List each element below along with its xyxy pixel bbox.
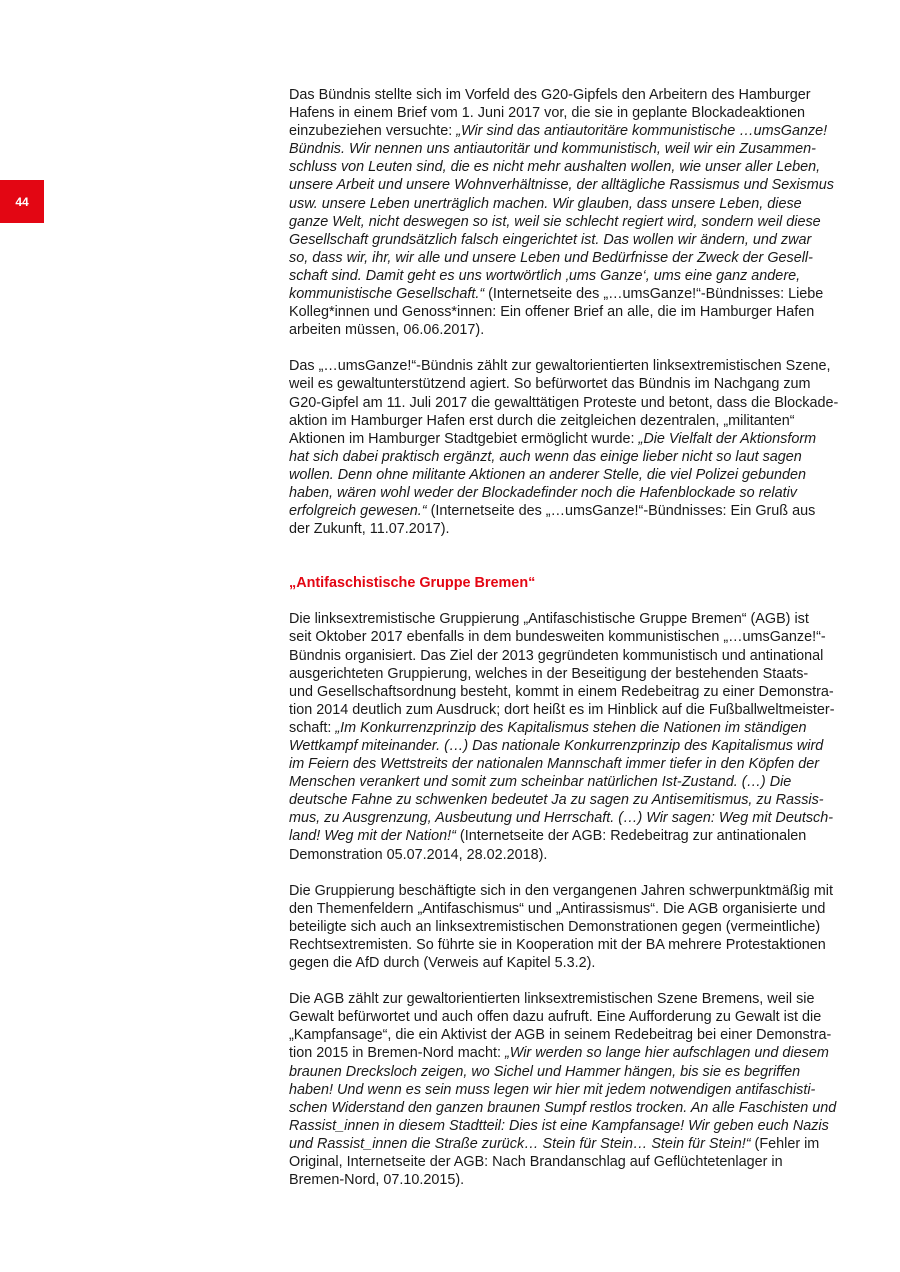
section-heading — [289, 574, 837, 592]
text-segment: (Fehler im — [750, 1135, 820, 1152]
page-number-badge — [0, 180, 44, 223]
quote-segment: und Rassist_innen die Straße zurück… Stein für Stein… Stein für Stein!“ — [289, 1135, 751, 1152]
text-line — [289, 846, 837, 864]
quote-segment: deutsche Fahne zu schwenken bedeutet Ja zu sagen zu Antisemitismus, zu Rassis- — [289, 792, 824, 809]
text-line — [289, 176, 837, 194]
quote-segment: „Die Vielfalt der Aktionsform — [638, 430, 817, 447]
text-segment: einzubeziehen versuchte: — [289, 123, 457, 140]
text-line — [289, 719, 837, 737]
quote-segment: haben! Und wenn es sein muss legen wir hier mit jedem notwendigen antifaschisti- — [289, 1081, 816, 1098]
text-line — [289, 1153, 837, 1171]
text-line — [289, 628, 837, 646]
text-line — [289, 394, 837, 412]
quote-segment: kommunistische Gesellschaft.“ — [289, 286, 485, 303]
quote-segment: „Wir sind das antiautoritäre kommunistische …umsGanze! — [456, 123, 828, 140]
text-segment: (Internetseite des „…umsGanze!“-Bündnisses: Liebe — [484, 286, 824, 303]
text-line — [289, 683, 837, 701]
text-segment: Das „…umsGanze!“-Bündnis zählt zur gewaltorientierten linksextremistischen Szene, — [289, 358, 831, 375]
quote-segment: Wettkampf miteinander. (…) Das nationale Konkurrenzprinzip des Kapitalismus wird — [289, 738, 824, 754]
text-segment: und Gesellschaftsordnung besteht, kommt in einem Redebeitrag zu einer Demonstra- — [289, 683, 834, 700]
quote-segment: land! Weg mit der Nation!“ — [289, 828, 456, 845]
text-line — [289, 430, 837, 448]
text-segment: Bündnis organisiert. Das Ziel der 2013 gegründeten kommunistisch und antinational — [289, 647, 824, 664]
quote-segment: schluss von Leuten sind, die es nicht mehr aushalten wollen, wie unser aller Leben, — [289, 159, 821, 176]
text-segment: beteiligte sich auch an linksextremistischen Demonstrationen gegen (vermeintliche) — [289, 918, 821, 935]
text-segment: Rechtsextremisten. So führte sie in Kooperation mit der BA mehrere Protestaktionen — [289, 936, 826, 953]
text-segment: seit Oktober 2017 ebenfalls in dem bundesweiten kommunistischen „…umsGanze!“- — [289, 629, 826, 646]
paragraph — [289, 990, 837, 1189]
text-line — [289, 357, 837, 375]
text-line — [289, 900, 837, 918]
text-segment: (Internetseite des „…umsGanze!“-Bündnisses: Ein Gruß aus — [426, 503, 816, 520]
text-segment: „Kampfansage“, die ein Aktivist der AGB in seinem Redebeitrag bei einer Demonstra- — [289, 1027, 832, 1044]
text-segment: Die linksextremistische Gruppierung „Antifaschistische Gruppe Bremen“ (AGB) ist — [289, 611, 809, 628]
text-segment: Die Gruppierung beschäftigte sich in den vergangenen Jahren schwerpunktmäßig mit — [289, 882, 833, 899]
text-line — [289, 773, 837, 791]
text-line — [289, 249, 837, 267]
text-line — [289, 882, 837, 900]
text-line — [289, 701, 837, 719]
text-segment: „Antifaschistische Gruppe Bremen“ — [289, 575, 536, 592]
text-line — [289, 195, 837, 213]
text-line — [289, 86, 837, 104]
text-line — [289, 303, 837, 321]
text-line — [289, 231, 837, 249]
text-line — [289, 809, 837, 827]
quote-segment: Gesellschaft grundsätzlich falsch eingerichtet ist. Das wollen wir ändern, und zwar — [289, 231, 812, 248]
text-line — [289, 990, 837, 1008]
text-line — [289, 1008, 837, 1026]
text-line — [289, 321, 837, 339]
text-line — [289, 791, 837, 809]
text-line — [289, 466, 837, 484]
quote-segment: Menschen verankert und somit zum scheinbar natürlichen Ist-Zustand. (…) Die — [289, 774, 792, 791]
text-line — [289, 484, 837, 502]
quote-segment: erfolgreich gewesen.“ — [289, 503, 427, 520]
text-segment: Gewalt befürwortet und auch offen dazu aufruft. Eine Aufforderung zu Gewalt ist die — [289, 1009, 822, 1026]
text-segment: Die AGB zählt zur gewaltorientierten linksextremistischen Szene Bremens, weil sie — [289, 991, 815, 1008]
text-line — [289, 827, 837, 845]
text-line — [289, 918, 837, 936]
quote-segment: Rassist_innen in diesem Stadtteil: Dies ist eine Kampfansage! Wir geben euch Nazis — [289, 1117, 829, 1134]
text-line — [289, 737, 837, 755]
text-line — [289, 1171, 837, 1189]
text-line — [289, 1044, 837, 1062]
text-segment: den Themenfeldern „Antifaschismus“ und „Antirassismus“. Die AGB organisierte und — [289, 900, 826, 917]
text-line — [289, 104, 837, 122]
quote-segment: hat sich dabei praktisch ergänzt, auch wenn das einige lieber nicht so laut sagen — [289, 448, 802, 465]
text-line — [289, 140, 837, 158]
text-line — [289, 1135, 837, 1153]
paragraph — [289, 357, 837, 538]
text-segment: weil es gewaltunterstützend agiert. So befürwortet das Bündnis im Nachgang zum — [289, 376, 811, 393]
text-line — [289, 1081, 837, 1099]
page-number: 44 — [15, 194, 29, 209]
text-segment: Das Bündnis stellte sich im Vorfeld des G20-Gipfels den Arbeitern des Hamburger — [289, 87, 811, 103]
text-segment: gegen die AfD durch (Verweis auf Kapitel 5.3.2). — [289, 955, 596, 972]
text-line — [289, 954, 837, 972]
text-segment: G20-Gipfel am 11. Juli 2017 die gewalttätigen Proteste und betont, dass die Blockade- — [289, 394, 839, 411]
quote-segment: unsere Arbeit und unsere Wohnverhältnisse, der alltägliche Rassismus und Sexismus — [289, 177, 834, 194]
text-segment: der Zukunft, 11.07.2017). — [289, 521, 450, 538]
text-line — [289, 267, 837, 285]
text-line — [289, 936, 837, 954]
text-segment: tion 2015 in Bremen-Nord macht: — [289, 1045, 505, 1062]
quote-segment: so, dass wir, ihr, wir alle und unsere Leben und Bedürfnisse der Zweck der Gesell- — [289, 249, 813, 266]
text-segment: schaft: — [289, 719, 336, 736]
text-segment: ausgerichteten Gruppierung, welches in der Beseitigung der bestehenden Staats- — [289, 665, 809, 682]
text-line — [289, 213, 837, 231]
text-segment: (Internetseite der AGB: Redebeitrag zur antinationalen — [455, 828, 807, 845]
text-segment: Demonstration 05.07.2014, 28.02.2018). — [289, 846, 548, 863]
paragraph — [289, 86, 837, 339]
quote-segment: im Feiern des Wettstreits der nationalen Mannschaft immer tiefer in den Köpfen der — [289, 756, 820, 773]
quote-segment: mus, zu Ausgrenzung, Ausbeutung und Herrschaft. (…) Wir sagen: Weg mit Deutsch- — [289, 810, 834, 827]
text-line — [289, 520, 837, 538]
text-segment: tion 2014 deutlich zum Ausdruck; dort heißt es im Hinblick auf die Fußballweltmeister- — [289, 701, 835, 718]
text-line — [289, 1099, 837, 1117]
text-line — [289, 755, 837, 773]
quote-segment: haben, wären wohl weder der Blockadefinder noch die Hafenblockade so relativ — [289, 484, 797, 501]
quote-segment: „Im Konkurrenzprinzip des Kapitalismus stehen die Nationen im ständigen — [335, 719, 807, 736]
text-line — [289, 502, 837, 520]
text-line — [289, 610, 837, 628]
text-segment: Aktionen im Hamburger Stadtgebiet ermöglicht wurde: — [289, 430, 639, 447]
quote-segment: ganze Welt, nicht deswegen so ist, weil sie schlecht regiert wird, sondern weil diese — [289, 213, 821, 230]
text-line — [289, 448, 837, 466]
quote-segment: schaft sind. Damit geht es uns wortwörtlich ‚ums Ganze‘, ums eine ganz andere, — [289, 267, 801, 284]
text-line — [289, 665, 837, 683]
text-segment: Original, Internetseite der AGB: Nach Brandanschlag auf Geflüchtetenlager in — [289, 1153, 783, 1170]
quote-segment: Bündnis. Wir nennen uns antiautoritär und kommunistisch, weil wir ein Zusammen- — [289, 141, 816, 158]
text-line — [289, 1026, 837, 1044]
quote-segment: „Wir werden so lange hier aufschlagen und diesem — [504, 1045, 829, 1062]
text-line — [289, 122, 837, 140]
text-segment: Hafens in einem Brief vom 1. Juni 2017 vor, die sie in geplante Blockadeaktionen — [289, 105, 805, 122]
quote-segment: schen Widerstand den ganzen braunen Sumpf restlos trocken. An alle Faschisten und — [289, 1099, 837, 1116]
quote-segment: wollen. Denn ohne militante Aktionen an anderer Stelle, die viel Polizei gebunden — [289, 466, 807, 483]
text-line — [289, 412, 837, 430]
paragraph — [289, 610, 837, 863]
text-line — [289, 375, 837, 393]
text-line — [289, 158, 837, 176]
paragraph — [289, 882, 837, 972]
text-line — [289, 1117, 837, 1135]
text-line — [289, 1063, 837, 1081]
text-line — [289, 574, 837, 592]
text-line — [289, 285, 837, 303]
quote-segment: braunen Drecksloch zeigen, wo Sichel und Hammer hängen, bis sie es begriffen — [289, 1063, 801, 1080]
text-segment: aktion im Hamburger Hafen erst durch die zeitgleichen dezentralen, „militanten“ — [289, 412, 795, 429]
document-body — [289, 86, 837, 1207]
text-segment: Bremen-Nord, 07.10.2015). — [289, 1172, 465, 1189]
text-line — [289, 647, 837, 665]
text-segment: Kolleg*innen und Genoss*innen: Ein offener Brief an alle, die im Hamburger Hafen — [289, 304, 815, 321]
text-segment: arbeiten müssen, 06.06.2017). — [289, 322, 485, 339]
quote-segment: usw. unsere Leben unerträglich machen. Wir glauben, dass unsere Leben, diese — [289, 195, 802, 212]
